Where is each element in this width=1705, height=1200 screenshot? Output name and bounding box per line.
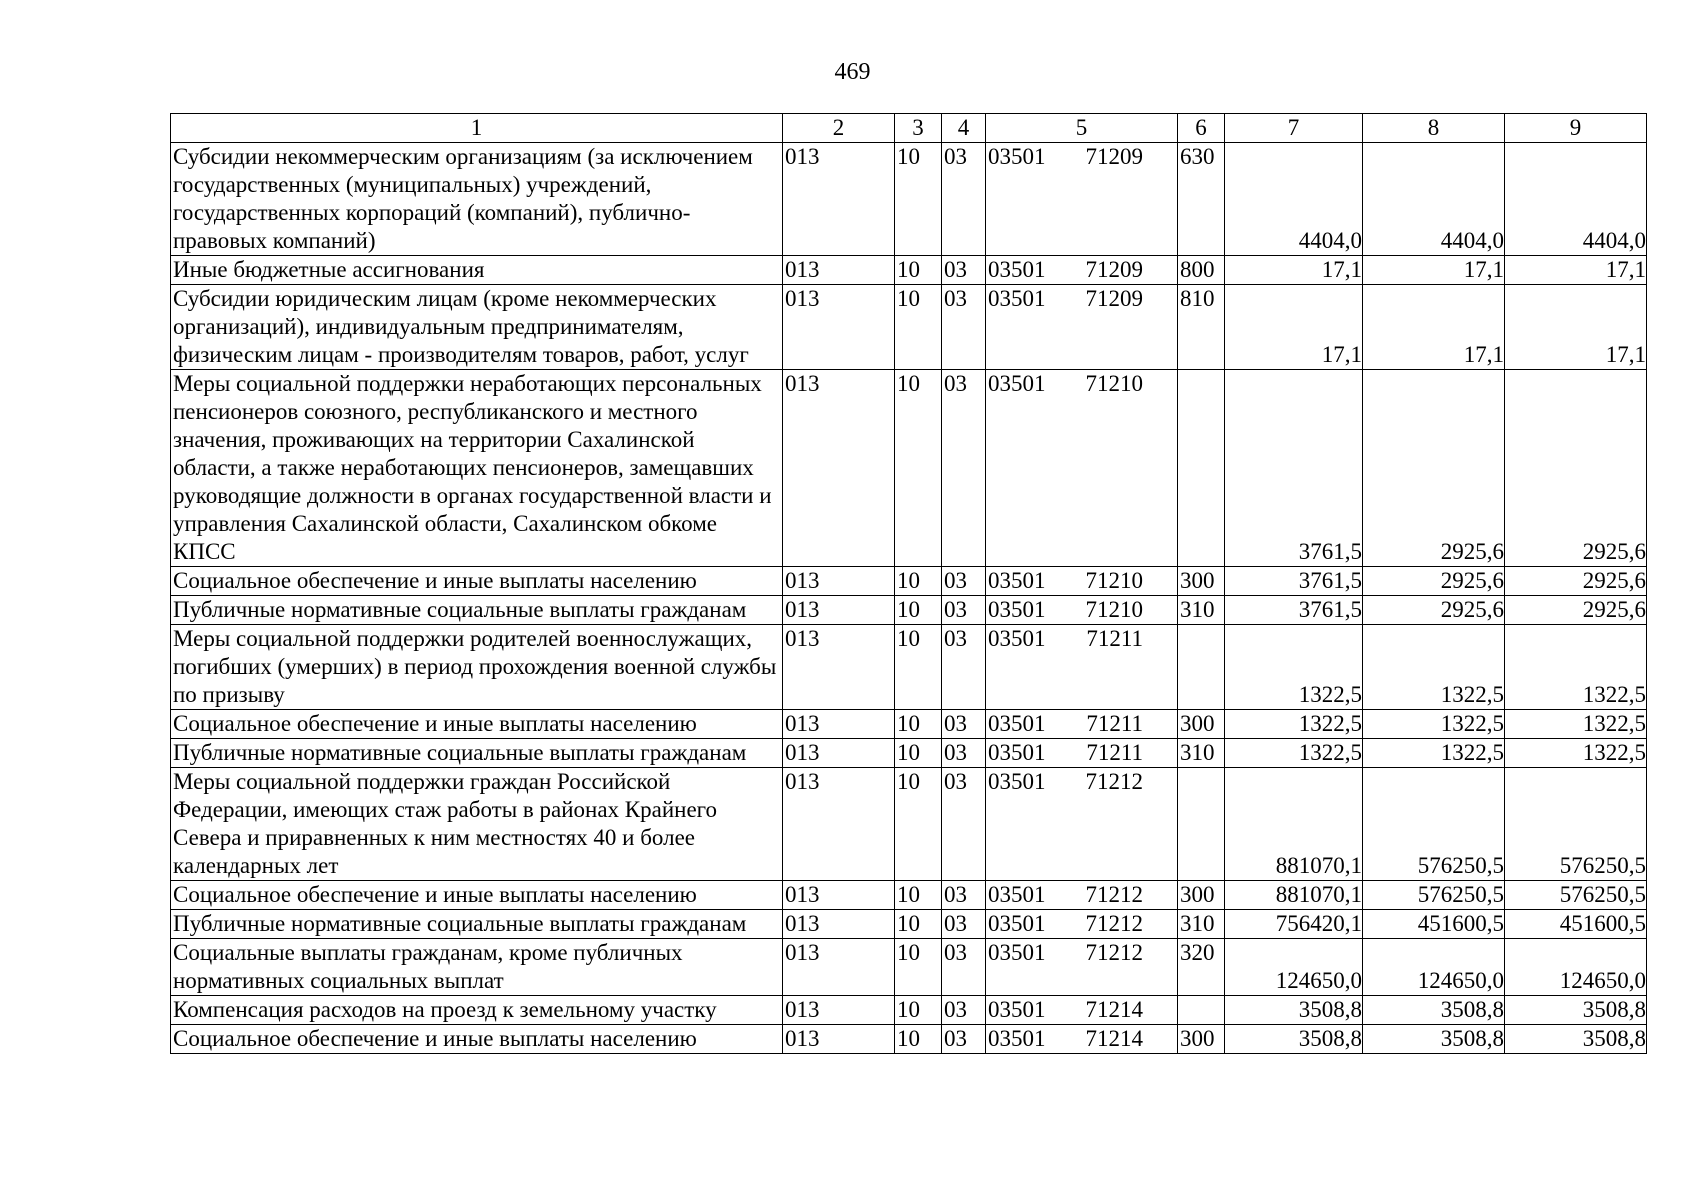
amount-col-7: 3761,5 (1225, 596, 1363, 625)
code-section: 10 (895, 625, 942, 710)
code-subsection: 03 (942, 768, 986, 881)
row-description: Публичные нормативные социальные выплаты гражданам (171, 739, 783, 768)
code-subsection: 03 (942, 996, 986, 1025)
code-admin: 013 (783, 768, 895, 881)
code-target-article (986, 768, 1178, 881)
code-subsection: 03 (942, 1025, 986, 1054)
code-target-direction: 71210 (1085, 371, 1143, 396)
code-target-program: 03501 (988, 740, 1046, 765)
code-section: 10 (895, 567, 942, 596)
code-target-program: 03501 (988, 144, 1046, 169)
code-target-program: 03501 (988, 597, 1046, 622)
code-target-direction: 71209 (1085, 286, 1143, 311)
code-subsection: 03 (942, 939, 986, 996)
amount-col-9: 1322,5 (1505, 625, 1647, 710)
code-section: 10 (895, 910, 942, 939)
code-target-article (986, 596, 1178, 625)
code-section: 10 (895, 143, 942, 256)
amount-col-7: 756420,1 (1225, 910, 1363, 939)
code-target-direction: 71212 (1085, 911, 1143, 936)
code-target-article (986, 143, 1178, 256)
amount-col-7: 1322,5 (1225, 710, 1363, 739)
code-target-article (986, 910, 1178, 939)
row-description: Публичные нормативные социальные выплаты гражданам (171, 596, 783, 625)
code-admin: 013 (783, 143, 895, 256)
amount-col-8: 124650,0 (1363, 939, 1505, 996)
amount-col-9: 2925,6 (1505, 370, 1647, 567)
amount-col-8: 2925,6 (1363, 370, 1505, 567)
column-header: 5 (986, 114, 1178, 143)
code-admin: 013 (783, 596, 895, 625)
row-description: Субсидии юридическим лицам (кроме некоммерческих организаций), индивидуальным предпринимателям, физическим лицам - производителям товаров, работ, услуг (171, 285, 783, 370)
amount-col-9: 576250,5 (1505, 881, 1647, 910)
table-row (171, 939, 1647, 996)
code-admin: 013 (783, 625, 895, 710)
row-description: Меры социальной поддержки неработающих персональных пенсионеров союзного, республиканского и местного значения, проживающих на территории Сахалинской области, а также неработающих пенсионеров, замещавших руководящие должности в органах государственной власти и управления Сахалинской области, Сахалинском обкоме КПСС (171, 370, 783, 567)
code-section: 10 (895, 939, 942, 996)
code-target-article (986, 370, 1178, 567)
amount-col-9: 124650,0 (1505, 939, 1647, 996)
code-admin: 013 (783, 370, 895, 567)
code-target-article (986, 625, 1178, 710)
amount-col-9: 2925,6 (1505, 567, 1647, 596)
code-target-program: 03501 (988, 911, 1046, 936)
code-section: 10 (895, 768, 942, 881)
code-subsection: 03 (942, 739, 986, 768)
code-target-article (986, 567, 1178, 596)
code-expense-type: 300 (1178, 881, 1225, 910)
code-expense-type: 320 (1178, 939, 1225, 996)
code-section: 10 (895, 256, 942, 285)
table-row (171, 256, 1647, 285)
code-target-article (986, 710, 1178, 739)
code-target-program: 03501 (988, 940, 1046, 965)
budget-table (170, 113, 1647, 1054)
code-target-direction: 71212 (1085, 882, 1143, 907)
code-expense-type: 300 (1178, 710, 1225, 739)
code-target-direction: 71210 (1085, 597, 1143, 622)
code-expense-type: 300 (1178, 567, 1225, 596)
code-target-article (986, 1025, 1178, 1054)
amount-col-7: 3761,5 (1225, 370, 1363, 567)
code-admin: 013 (783, 285, 895, 370)
table-row (171, 625, 1647, 710)
code-target-article (986, 881, 1178, 910)
amount-col-8: 17,1 (1363, 256, 1505, 285)
row-description: Социальное обеспечение и иные выплаты населению (171, 710, 783, 739)
row-description: Социальные выплаты гражданам, кроме публичных нормативных социальных выплат (171, 939, 783, 996)
amount-col-8: 4404,0 (1363, 143, 1505, 256)
column-header: 8 (1363, 114, 1505, 143)
row-description: Социальное обеспечение и иные выплаты населению (171, 567, 783, 596)
code-section: 10 (895, 1025, 942, 1054)
code-target-program: 03501 (988, 626, 1046, 651)
column-header: 4 (942, 114, 986, 143)
table-row (171, 768, 1647, 881)
amount-col-7: 3508,8 (1225, 996, 1363, 1025)
row-description: Субсидии некоммерческим организациям (за исключением государственных (муниципальных) учреждений, государственных корпораций (компаний), публично-правовых компаний) (171, 143, 783, 256)
code-target-program: 03501 (988, 1026, 1046, 1051)
code-subsection: 03 (942, 256, 986, 285)
amount-col-9: 3508,8 (1505, 1025, 1647, 1054)
table-header-row (171, 114, 1647, 143)
row-description: Социальное обеспечение и иные выплаты населению (171, 1025, 783, 1054)
amount-col-8: 3508,8 (1363, 1025, 1505, 1054)
code-section: 10 (895, 996, 942, 1025)
table-row (171, 1025, 1647, 1054)
code-target-program: 03501 (988, 371, 1046, 396)
column-header: 6 (1178, 114, 1225, 143)
row-description: Иные бюджетные ассигнования (171, 256, 783, 285)
code-section: 10 (895, 739, 942, 768)
amount-col-7: 17,1 (1225, 285, 1363, 370)
amount-col-7: 3761,5 (1225, 567, 1363, 596)
code-target-direction: 71212 (1085, 940, 1143, 965)
code-expense-type: 800 (1178, 256, 1225, 285)
column-header: 7 (1225, 114, 1363, 143)
code-target-direction: 71210 (1085, 568, 1143, 593)
amount-col-7: 1322,5 (1225, 739, 1363, 768)
code-target-direction: 71214 (1085, 1026, 1143, 1051)
code-expense-type: 300 (1178, 1025, 1225, 1054)
table-row (171, 567, 1647, 596)
amount-col-9: 2925,6 (1505, 596, 1647, 625)
row-description: Меры социальной поддержки граждан Российской Федерации, имеющих стаж работы в районах Крайнего Севера и приравненных к ним местностях 40 и более календарных лет (171, 768, 783, 881)
amount-col-8: 3508,8 (1363, 996, 1505, 1025)
amount-col-7: 3508,8 (1225, 1025, 1363, 1054)
amount-col-9: 1322,5 (1505, 710, 1647, 739)
amount-col-8: 2925,6 (1363, 596, 1505, 625)
code-target-direction: 71209 (1085, 144, 1143, 169)
column-header: 9 (1505, 114, 1647, 143)
code-target-program: 03501 (988, 997, 1046, 1022)
amount-col-9: 3508,8 (1505, 996, 1647, 1025)
table-row (171, 910, 1647, 939)
amount-col-9: 17,1 (1505, 285, 1647, 370)
code-expense-type: 310 (1178, 910, 1225, 939)
row-description: Меры социальной поддержки родителей военнослужащих, погибших (умерших) в период прохождения военной службы по призыву (171, 625, 783, 710)
amount-col-8: 1322,5 (1363, 710, 1505, 739)
code-expense-type: 310 (1178, 739, 1225, 768)
code-expense-type (1178, 768, 1225, 881)
amount-col-8: 576250,5 (1363, 881, 1505, 910)
code-target-article (986, 285, 1178, 370)
code-admin: 013 (783, 739, 895, 768)
code-subsection: 03 (942, 285, 986, 370)
code-subsection: 03 (942, 910, 986, 939)
amount-col-7: 4404,0 (1225, 143, 1363, 256)
amount-col-8: 451600,5 (1363, 910, 1505, 939)
table-row (171, 881, 1647, 910)
code-subsection: 03 (942, 625, 986, 710)
code-section: 10 (895, 285, 942, 370)
table-row (171, 285, 1647, 370)
code-admin: 013 (783, 256, 895, 285)
amount-col-8: 1322,5 (1363, 625, 1505, 710)
table-row (171, 710, 1647, 739)
amount-col-8: 17,1 (1363, 285, 1505, 370)
amount-col-9: 576250,5 (1505, 768, 1647, 881)
code-target-direction: 71212 (1085, 769, 1143, 794)
code-target-direction: 71214 (1085, 997, 1143, 1022)
code-subsection: 03 (942, 143, 986, 256)
code-expense-type: 310 (1178, 596, 1225, 625)
code-expense-type: 810 (1178, 285, 1225, 370)
code-admin: 013 (783, 567, 895, 596)
code-target-program: 03501 (988, 568, 1046, 593)
amount-col-8: 576250,5 (1363, 768, 1505, 881)
code-admin: 013 (783, 939, 895, 996)
code-target-program: 03501 (988, 769, 1046, 794)
column-header: 1 (171, 114, 783, 143)
amount-col-9: 4404,0 (1505, 143, 1647, 256)
column-header: 2 (783, 114, 895, 143)
table-row (171, 996, 1647, 1025)
code-target-direction: 71211 (1086, 711, 1143, 736)
table-row (171, 596, 1647, 625)
code-target-article (986, 256, 1178, 285)
code-expense-type (1178, 996, 1225, 1025)
code-subsection: 03 (942, 596, 986, 625)
table-row (171, 370, 1647, 567)
amount-col-9: 451600,5 (1505, 910, 1647, 939)
code-admin: 013 (783, 1025, 895, 1054)
code-subsection: 03 (942, 881, 986, 910)
code-target-direction: 71211 (1086, 740, 1143, 765)
code-admin: 013 (783, 710, 895, 739)
code-subsection: 03 (942, 567, 986, 596)
amount-col-7: 881070,1 (1225, 881, 1363, 910)
row-description: Публичные нормативные социальные выплаты гражданам (171, 910, 783, 939)
column-header: 3 (895, 114, 942, 143)
table-row (171, 739, 1647, 768)
code-target-direction: 71211 (1086, 626, 1143, 651)
amount-col-7: 1322,5 (1225, 625, 1363, 710)
table-row (171, 143, 1647, 256)
code-section: 10 (895, 710, 942, 739)
code-expense-type: 630 (1178, 143, 1225, 256)
code-admin: 013 (783, 996, 895, 1025)
code-expense-type (1178, 370, 1225, 567)
code-section: 10 (895, 881, 942, 910)
code-admin: 013 (783, 910, 895, 939)
amount-col-7: 17,1 (1225, 256, 1363, 285)
code-target-article (986, 939, 1178, 996)
code-target-article (986, 739, 1178, 768)
code-subsection: 03 (942, 710, 986, 739)
amount-col-7: 124650,0 (1225, 939, 1363, 996)
amount-col-9: 17,1 (1505, 256, 1647, 285)
code-target-direction: 71209 (1085, 257, 1143, 282)
code-target-program: 03501 (988, 257, 1046, 282)
code-target-program: 03501 (988, 711, 1046, 736)
row-description: Компенсация расходов на проезд к земельному участку (171, 996, 783, 1025)
amount-col-8: 1322,5 (1363, 739, 1505, 768)
amount-col-8: 2925,6 (1363, 567, 1505, 596)
code-section: 10 (895, 370, 942, 567)
code-section: 10 (895, 596, 942, 625)
row-description: Социальное обеспечение и иные выплаты населению (171, 881, 783, 910)
code-target-article (986, 996, 1178, 1025)
amount-col-9: 1322,5 (1505, 739, 1647, 768)
code-admin: 013 (783, 881, 895, 910)
code-target-program: 03501 (988, 286, 1046, 311)
code-subsection: 03 (942, 370, 986, 567)
page-number: 469 (834, 59, 871, 85)
amount-col-7: 881070,1 (1225, 768, 1363, 881)
code-target-program: 03501 (988, 882, 1046, 907)
code-expense-type (1178, 625, 1225, 710)
